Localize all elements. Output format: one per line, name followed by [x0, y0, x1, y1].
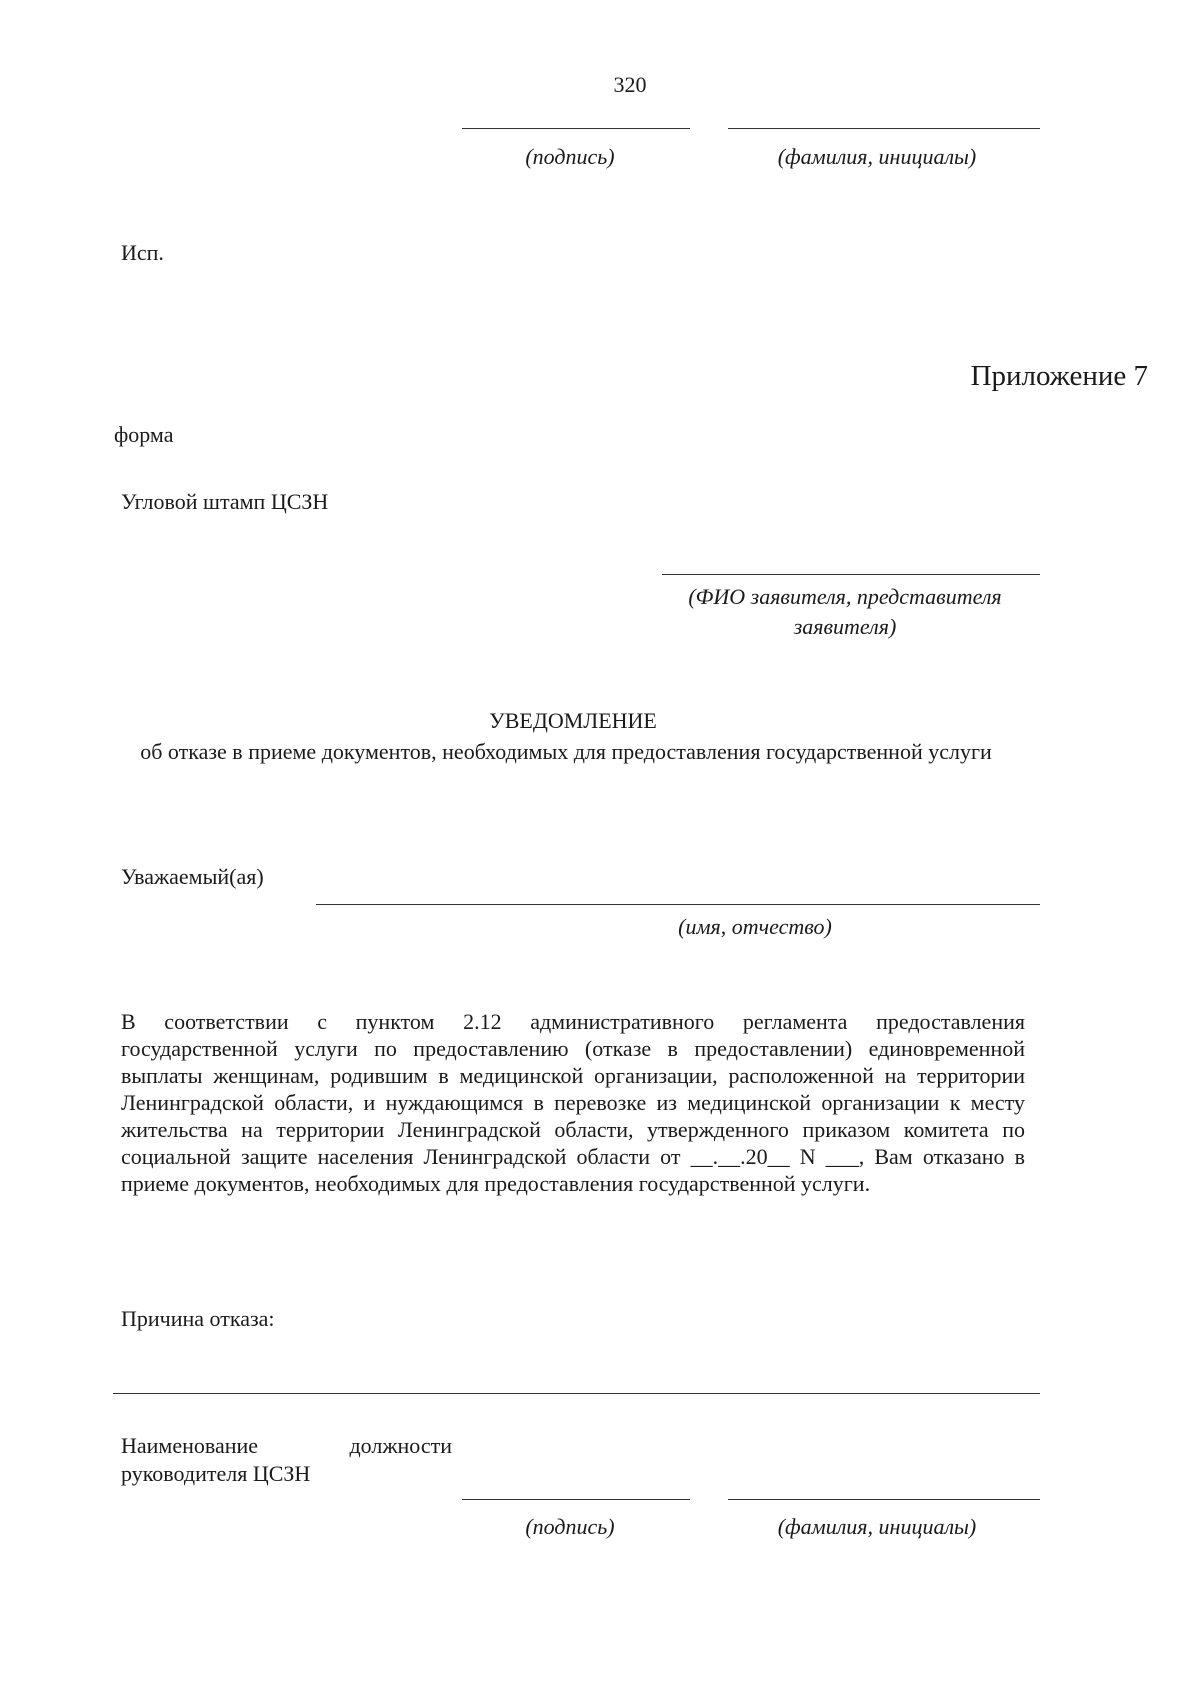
appendix-label: Приложение 7 [970, 360, 1148, 392]
greeting-label: Уважаемый(ая) [121, 864, 264, 889]
bottom-name-line [728, 1499, 1040, 1500]
body-paragraph: В соответствии с пунктом 2.12 административного регламента предоставления государственной услуги по предоставлению (отказе в предоставлении) единовременной выплаты женщинам, родившим в медицинской организации, расположенной на территории Ленинградской области, и нуждающимся в перевозке из медицинской организации к месту жительства на территории Ленинградской области, утвержденного приказом комитета по социальной защите населения Ленинградской области от __.__.20__ N ___, Вам отказано в приеме документов, необходимых для предоставления государственной услуги. [121, 1009, 1025, 1196]
applicant-caption: (ФИО заявителя, представителя заявителя) [688, 584, 1002, 639]
top-name-line [728, 128, 1040, 129]
top-signature-caption: (подпись) [525, 144, 615, 169]
head-position-line-2: руководителя ЦСЗН [121, 1461, 311, 1486]
notice-subtitle: об отказе в приеме документов, необходимых для предоставления государственной услуги [140, 739, 992, 764]
bottom-name-caption: (фамилия, инициалы) [777, 1514, 977, 1539]
corner-stamp-label: Угловой штамп ЦСЗН [121, 489, 329, 514]
refusal-reason-label: Причина отказа: [121, 1306, 275, 1331]
head-position-word-1: Наименование [121, 1433, 259, 1458]
page-number: 320 [613, 72, 647, 97]
top-name-caption: (фамилия, инициалы) [777, 144, 977, 169]
head-position-word-2: должности [349, 1433, 452, 1458]
top-signature-line [462, 128, 690, 129]
applicant-line [662, 574, 1040, 575]
bottom-signature-line [462, 1499, 690, 1500]
bottom-signature-caption: (подпись) [525, 1514, 615, 1539]
form-label: форма [114, 422, 174, 447]
notice-title: УВЕДОМЛЕНИЕ [489, 708, 657, 733]
refusal-reason-line [113, 1393, 1040, 1394]
name-caption: (имя, отчество) [678, 914, 832, 939]
executor-label: Исп. [121, 240, 164, 265]
greeting-name-line [316, 904, 1040, 905]
head-position-label [121, 1432, 452, 1488]
